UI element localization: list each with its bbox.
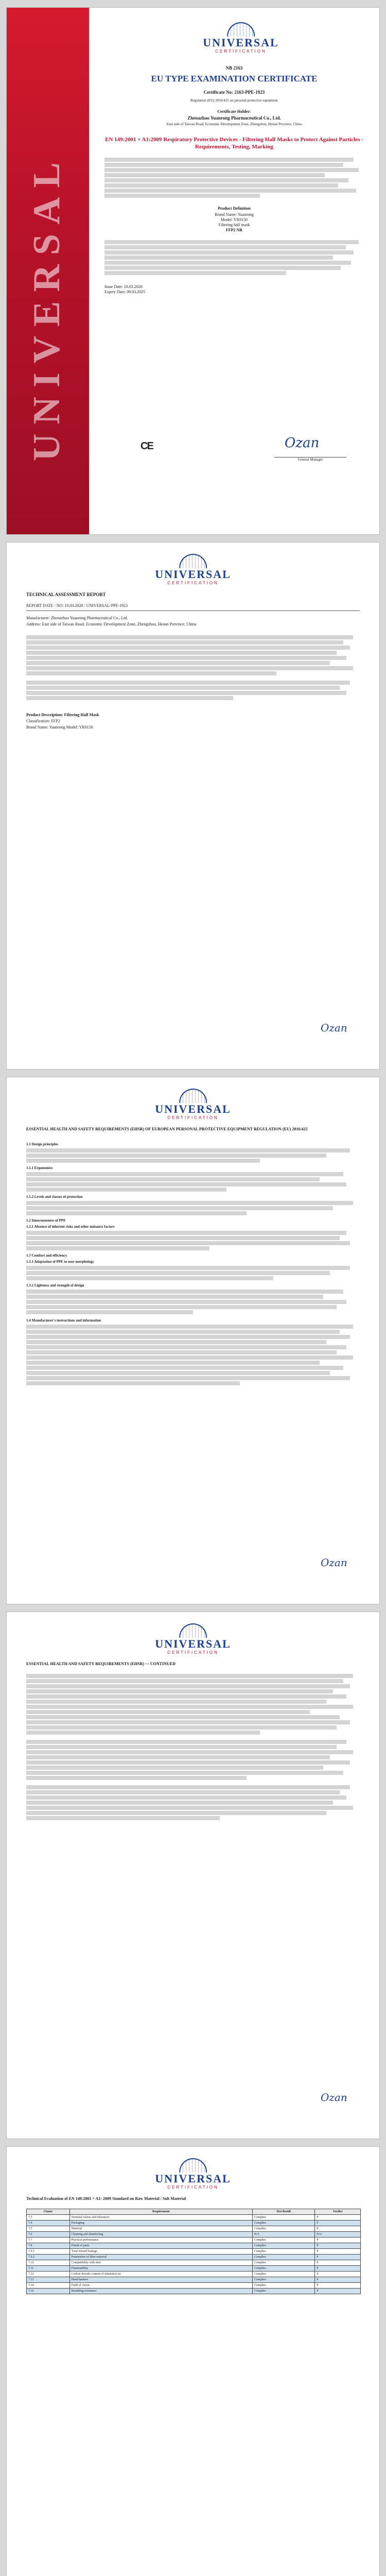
signature: Ozan (285, 435, 320, 451)
globe-icon (179, 2158, 207, 2173)
table-row (27, 2283, 361, 2289)
table-cell: 7.16 (27, 2289, 70, 2294)
ehsr-continued-page (6, 1612, 380, 2139)
table-cell: Complies (252, 2238, 314, 2243)
table-cell: 7.6 (27, 2232, 70, 2238)
logo-tagline: CERTIFICATION (167, 581, 219, 585)
report-text-block (26, 635, 360, 701)
table-cell: Total inward leakage (69, 2249, 252, 2255)
table-cell: P (315, 2243, 361, 2249)
table-cell: P (315, 2277, 361, 2283)
table-cell: 7.5 (27, 2226, 70, 2232)
banner-wordmark: UNIVERSAL (26, 153, 68, 461)
ehsr-item: 1.4 Manufacturer's instructions and information (26, 1318, 101, 1323)
table-cell: P (315, 2226, 361, 2232)
table-row (27, 2243, 361, 2249)
logo-wordmark: UNIVERSAL (155, 2172, 231, 2185)
class-label: FFP2 NR (225, 228, 243, 232)
ehsr-text (26, 1290, 360, 1315)
table-cell: 7.4 (27, 2221, 70, 2226)
logo-wordmark: UNIVERSAL (155, 1637, 231, 1650)
universal-logo (203, 22, 279, 54)
table-cell: Nominal values and tolerances (69, 2215, 252, 2221)
table-cell: 7.9.2 (27, 2255, 70, 2260)
brand-label: Brand Name: Yuanrong (215, 212, 254, 217)
ehsr-item: 1.1 Design principles (26, 1142, 59, 1146)
expiry-date: Expiry Date: 09.03.2025 (104, 290, 146, 294)
ehsr-item: 1.1.1 Ergonomics (26, 1166, 53, 1170)
table-cell: P (315, 2266, 361, 2272)
table-cell: P (315, 2255, 361, 2260)
red-banner (7, 8, 89, 534)
initials-signature: Ozan (321, 2091, 347, 2104)
logo-wordmark: UNIVERSAL (203, 36, 279, 49)
logo-wordmark: UNIVERSAL (155, 568, 231, 581)
table-cell: 7.14 (27, 2283, 70, 2289)
ehsr-text (26, 1231, 360, 1251)
logo-wordmark: UNIVERSAL (155, 1103, 231, 1115)
table-cell: Complies (252, 2277, 314, 2283)
table-cell: Breathing resistance (69, 2289, 252, 2294)
ehsr-item: 1.3 Comfort and efficiency (26, 1253, 67, 1258)
table-cell: P (315, 2249, 361, 2255)
globe-icon (179, 554, 207, 568)
ehsr-continued-text (26, 1674, 360, 1821)
table-cell: Complies (252, 2226, 314, 2232)
table-cell: P (315, 2283, 361, 2289)
holder-name: Zhenazhao Yuanrong Pharmaceutical Co., Ltd. (187, 115, 281, 121)
ehsr-item: 1.3.2 Lightness and strength of design (26, 1283, 84, 1287)
table-cell: Complies (252, 2272, 314, 2277)
table-row (27, 2289, 361, 2294)
holder-label: Certificate Holder: (217, 109, 251, 114)
initials-signature: Ozan (321, 1556, 347, 1569)
table-cell: P (315, 2289, 361, 2294)
table-cell: Head harness (69, 2277, 252, 2283)
table-cell: Field of vision (69, 2283, 252, 2289)
table-cell: Cleaning and disinfecting (69, 2232, 252, 2238)
holder-address: East side of Taiwan Road, Economic Development Zone, Zhengzhou, Henan Province, China (166, 122, 302, 126)
ehsr-item: 1.2 Innocuousness of PPE (26, 1218, 66, 1223)
table-cell: 7.11 (27, 2266, 70, 2272)
table-cell: Complies (252, 2266, 314, 2272)
logo-tagline: CERTIFICATION (215, 49, 267, 54)
table-cell: Complies (252, 2283, 314, 2289)
table-cell: P (315, 2238, 361, 2243)
ehsr-continued-title: ESSENTIAL HEALTH AND SAFETY REQUIREMENTS (EHSR) — CONTINUED (26, 1662, 176, 1666)
col-header: Requirement (69, 2209, 252, 2215)
col-header: Clause (27, 2209, 70, 2215)
certificate-text-block (104, 158, 364, 198)
certificate-number: Certificate No: 2163-PPE-1923 (203, 90, 265, 95)
ehsr-text (26, 1266, 360, 1281)
model-label: Model: YR9150 (221, 217, 248, 222)
product-definition-label: Product Definition (218, 206, 251, 211)
signatory-title: General Manager (274, 457, 346, 462)
logo-tagline: CERTIFICATION (167, 2185, 219, 2190)
universal-logo (155, 1089, 231, 1121)
table-cell: Complies (252, 2249, 314, 2255)
manufacturer: Manufacturer: Zhenazhao Yuanrong Pharmaceutical Co., Ltd. (26, 616, 128, 620)
globe-icon (179, 1089, 207, 1103)
table-cell: 7.13 (27, 2277, 70, 2283)
ce-mark: CE (141, 440, 153, 452)
initials-signature: Ozan (321, 1022, 347, 1034)
report-title: TECHNICAL ASSESSMENT REPORT (26, 592, 106, 597)
filter-label: Filtering half mask (218, 223, 250, 227)
col-header: Test Result (252, 2209, 314, 2215)
table-cell: 7.9.1 (27, 2249, 70, 2255)
certificate-page (6, 7, 380, 535)
table-row (27, 2238, 361, 2243)
table-row (27, 2215, 361, 2221)
table-row (27, 2255, 361, 2260)
table-cell: Complies (252, 2215, 314, 2221)
table-cell: 7.3 (27, 2215, 70, 2221)
table-row (27, 2249, 361, 2255)
table-row (27, 2272, 361, 2277)
universal-logo (155, 1623, 231, 1655)
test-evaluation-page (6, 2146, 380, 2576)
table-row (27, 2266, 361, 2272)
table-cell: Penetration of filter material (69, 2255, 252, 2260)
universal-logo (155, 2158, 231, 2190)
table-cell: Material (69, 2226, 252, 2232)
ehsr-item: 1.3.1 Adaptation of PPE to user morphology (26, 1260, 94, 1264)
logo-tagline: CERTIFICATION (167, 1650, 219, 1655)
issue-date: Issue Date: 10.03.2020 (104, 284, 143, 289)
logo-tagline: CERTIFICATION (167, 1115, 219, 1120)
table-cell: 7.8 (27, 2243, 70, 2249)
certificate-conditions-block (104, 240, 364, 275)
table-cell: P (315, 2215, 361, 2221)
classification: Classification: FFP2 (26, 719, 60, 723)
ehsr-text (26, 1148, 360, 1164)
notified-body-number: NB 2163 (225, 65, 243, 71)
table-cell: Carbon dioxide content of inhalation air (69, 2272, 252, 2277)
regulation-line: Regulation (EU) 2016/425 on personal protective equipment (190, 98, 278, 103)
tests-title: Technical Evaluation of EN 149:2001 + A1: 2009 Standard on Raw Material / Sub Material (26, 2196, 186, 2201)
ehsr-text (26, 1172, 360, 1193)
ehsr-title: ESSENTIAL HEALTH AND SAFETY REQUIREMENTS (EHSR) OF EUROPEAN PERSONAL PROTECTIVE EQUIPMENT REGULATION (EU) 2016/425 (26, 1127, 308, 1131)
table-cell: P (315, 2272, 361, 2277)
manufacturer-address: Address: East side of Taiwan Road, Economic Development Zone, Zhengzhou, Henan Province, China (26, 622, 197, 626)
globe-icon (179, 1623, 207, 1638)
certificate-title: EU TYPE EXAMINATION CERTIFICATE (151, 74, 318, 83)
table-cell: P (315, 2260, 361, 2266)
table-cell: Complies (252, 2243, 314, 2249)
table-cell: 7.12 (27, 2272, 70, 2277)
table-cell: 7.10 (27, 2260, 70, 2266)
table-cell: Finish of parts (69, 2243, 252, 2249)
table-cell: Flammability (69, 2266, 252, 2272)
globe-icon (227, 22, 255, 37)
ehsr-item: 1.2.1 Absence of inherent risks and other nuisance factors (26, 1225, 115, 1229)
ehsr-item: 1.1.2 Levels and classes of protection (26, 1195, 83, 1199)
col-header: Verdict (315, 2209, 361, 2215)
table-row (27, 2226, 361, 2232)
table-cell: Practical performance (69, 2238, 252, 2243)
table-cell: N/A (252, 2232, 314, 2238)
table-cell: N/A (315, 2232, 361, 2238)
ehsr-text (26, 1201, 360, 1216)
universal-logo (155, 554, 231, 586)
table-cell: P (315, 2221, 361, 2226)
table-row (27, 2232, 361, 2238)
table-cell: Complies (252, 2255, 314, 2260)
test-results-table (26, 2209, 361, 2294)
ehsr-page (6, 1077, 380, 1604)
table-cell: 7.7 (27, 2238, 70, 2243)
table-row (27, 2260, 361, 2266)
table-cell: Complies (252, 2289, 314, 2294)
report-number: REPORT DATE / NO: 10.03.2020 / UNIVERSAL-PPE-1923 (26, 603, 128, 608)
brand-model: Brand Name: Yuanrong Model: YR9150 (26, 725, 93, 730)
table-row (27, 2221, 361, 2226)
table-cell: Complies (252, 2221, 314, 2226)
product-heading: Product Description: Filtering Half Mask (26, 713, 99, 717)
table-cell: Complies (252, 2260, 314, 2266)
table-row (27, 2277, 361, 2283)
table-cell: Packaging (69, 2221, 252, 2226)
standard-title: EN 149:2001 + A1:2009 Respiratory Protective Devices - Filtering Half Masks to Protect Against Particles - Requirements, Testing, Marking (105, 137, 363, 150)
technical-report-page (6, 542, 380, 1070)
table-cell: Compatibility with skin (69, 2260, 252, 2266)
ehsr-text (26, 1325, 360, 1386)
